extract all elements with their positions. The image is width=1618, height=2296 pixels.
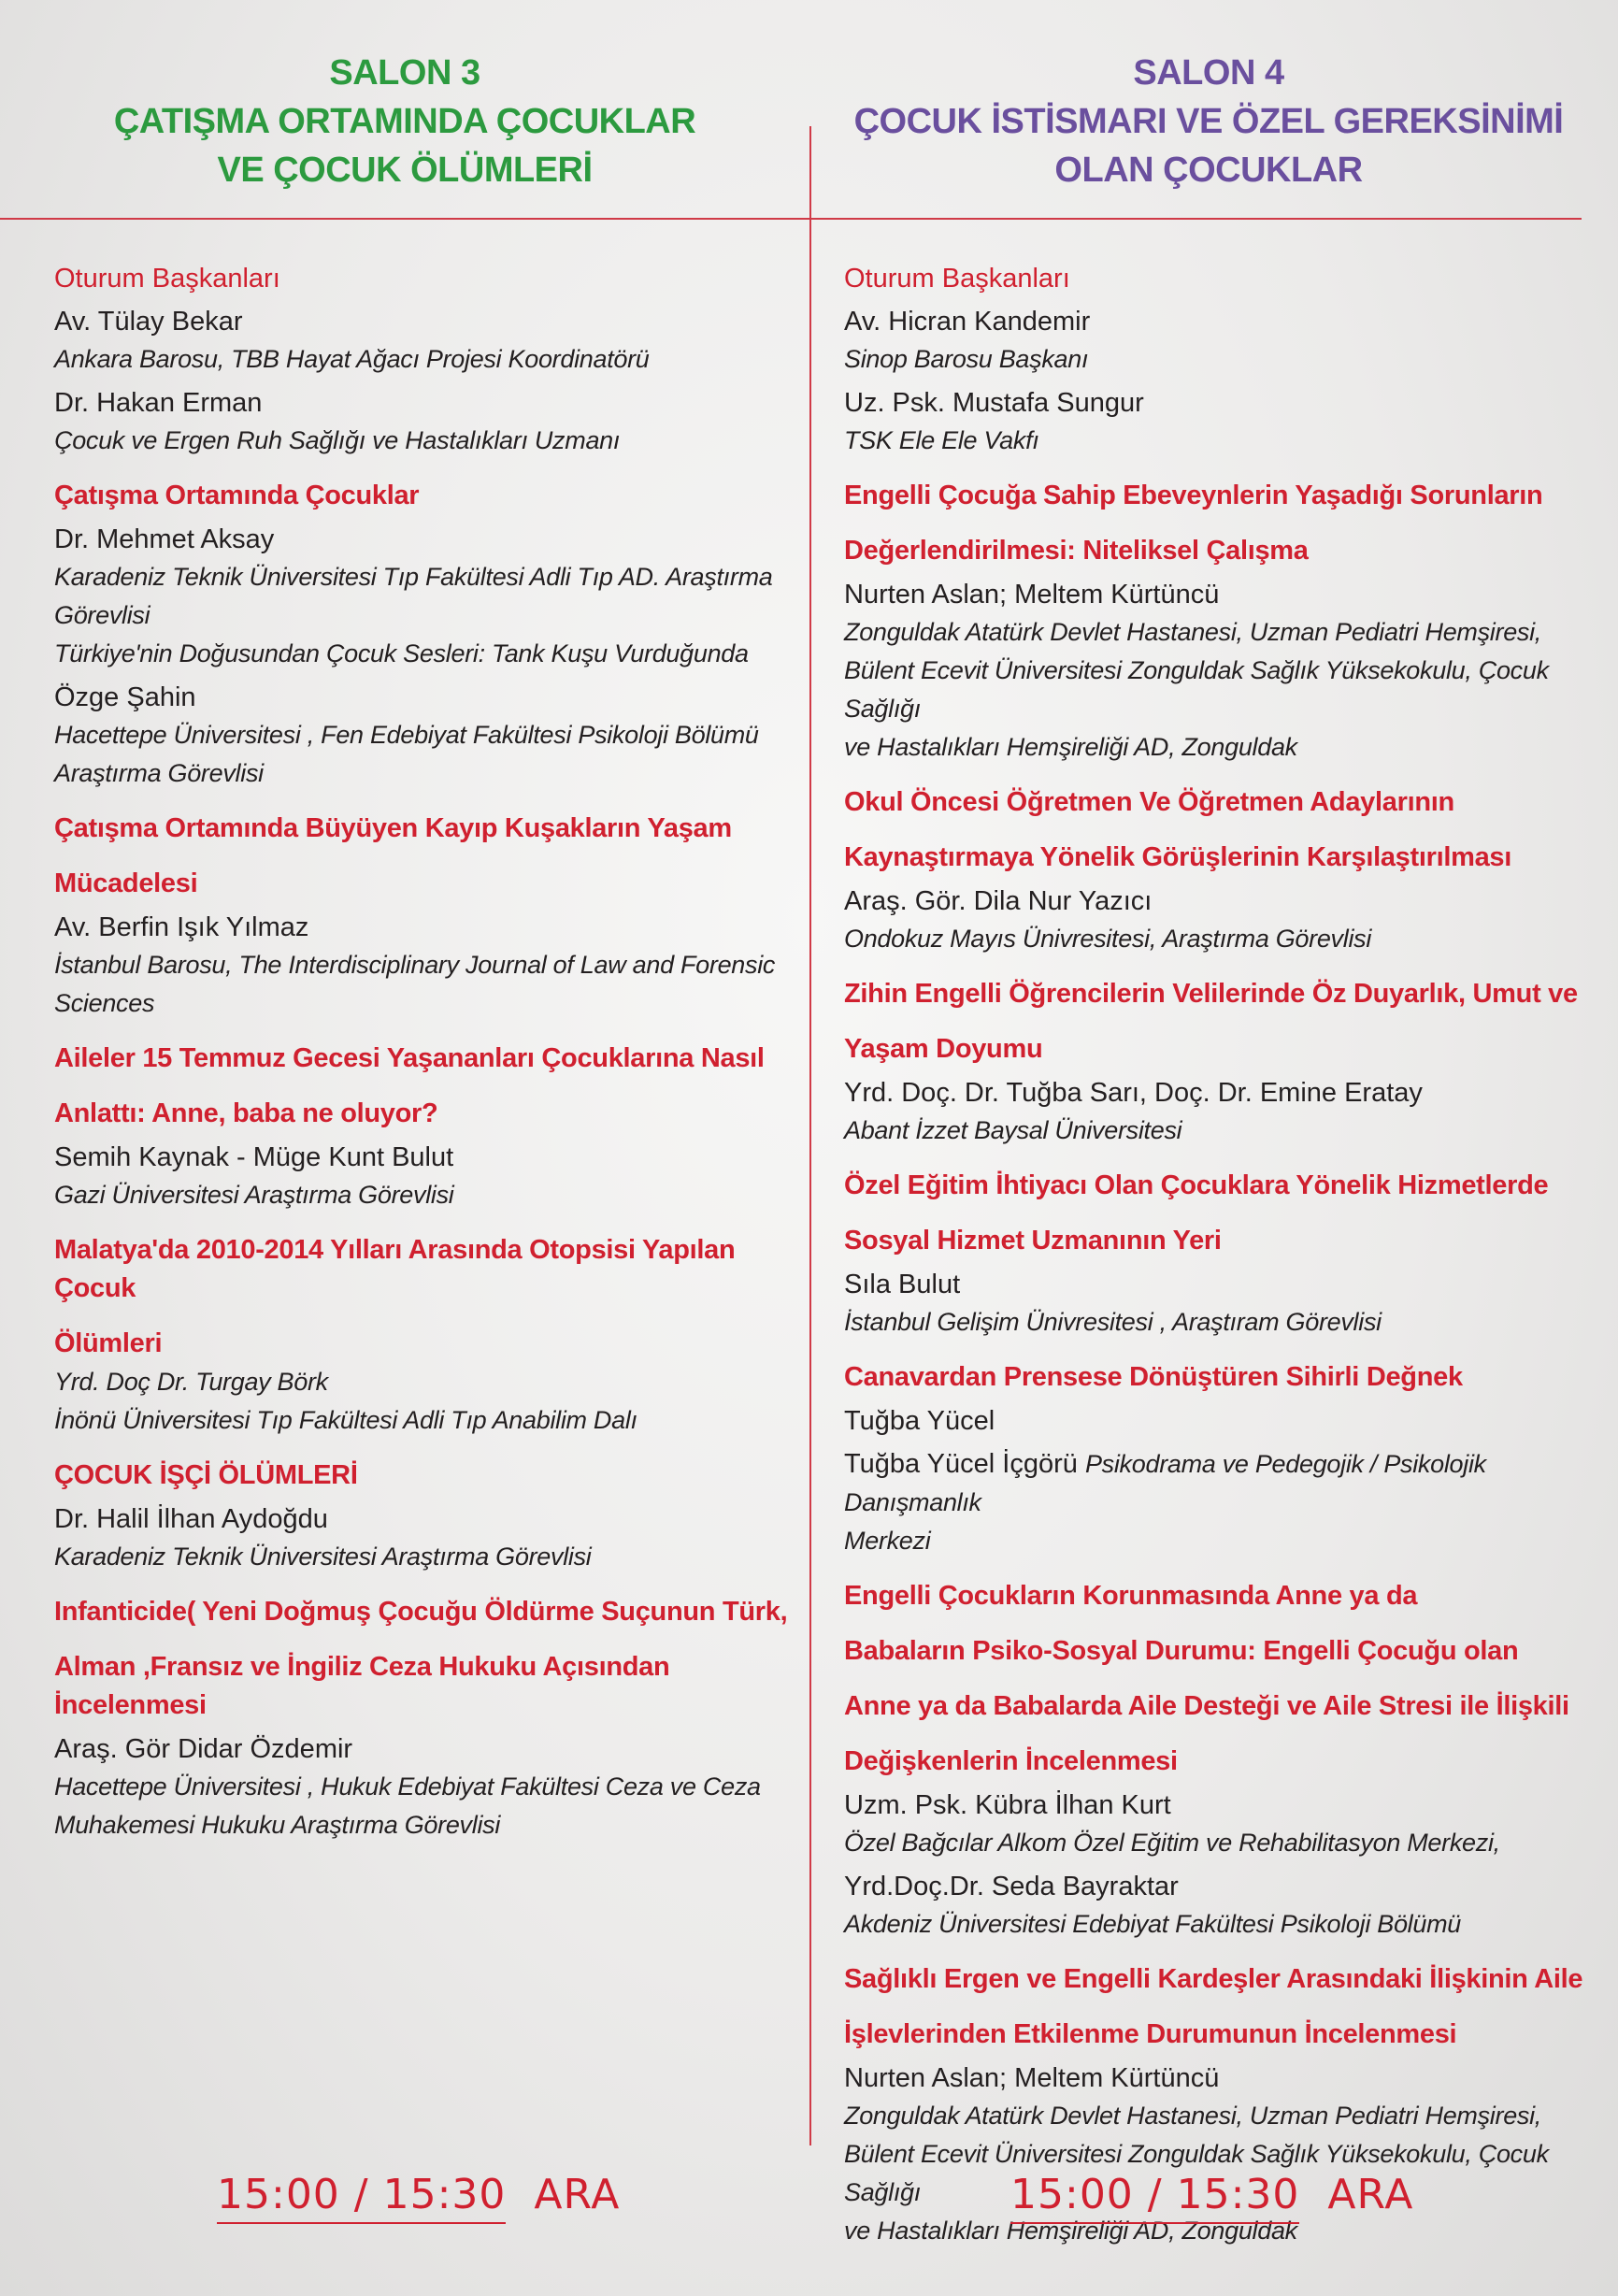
speaker-name-text: Araş. Gör Didar Özdemir	[54, 1734, 353, 1764]
speaker-affiliation: ve Hastalıkları Hemşireliği AD, Zonguldak	[844, 733, 1297, 761]
break-time: 15:00 / 15:30	[217, 2171, 506, 2224]
talk	[844, 1167, 1592, 1342]
speaker-affiliation: Zonguldak Atatürk Devlet Hastanesi, Uzman Pediatri Hemşiresi,	[844, 618, 1542, 646]
talk-title: Sağlıklı Ergen ve Engelli Kardeşler Arasındaki İlişkinin Aile	[844, 1964, 1583, 1994]
speaker-name-text: Sıla Bulut	[844, 1270, 961, 1299]
talk-title: Kaynaştırmaya Yönelik Görüşlerinin Karşılaştırılması	[844, 842, 1512, 872]
talk	[844, 1577, 1592, 1944]
speaker-name-text: Av. Berfin Işık Yılmaz	[54, 912, 309, 942]
speaker-name-text: Özge Şahin	[54, 682, 196, 712]
speaker-name-text: Yrd.Doç.Dr. Seda Bayraktar	[844, 1872, 1179, 1901]
talk-title: Özel Eğitim İhtiyacı Olan Çocuklara Yönelik Hizmetlerde	[844, 1170, 1549, 1200]
speaker-name-text: Tuğba Yücel İçgörü	[844, 1449, 1078, 1479]
salon-3-title-line-1: ÇATIŞMA ORTAMINDA ÇOCUKLAR	[113, 102, 696, 141]
talk	[54, 1040, 793, 1214]
speaker-affiliation: Hacettepe Üniversitesi , Hukuk Edebiyat Fakültesi Ceza ve Ceza	[54, 1772, 761, 1801]
speaker-name-text: Dr. Halil İlhan Aydoğdu	[54, 1504, 328, 1534]
chair-affiliation: TSK Ele Ele Vakfı	[844, 426, 1039, 454]
speaker-name	[844, 1074, 1592, 1112]
salon-3-header	[0, 49, 809, 194]
speaker-affiliation: Zonguldak Atatürk Devlet Hastanesi, Uzman Pediatri Hemşiresi,	[844, 2102, 1542, 2130]
speaker-affiliation: Hacettepe Üniversitesi , Fen Edebiyat Fakültesi Psikoloji Bölümü	[54, 721, 759, 749]
speaker-name	[844, 883, 1592, 920]
chair-affiliation: Ankara Barosu, TBB Hayat Ağacı Projesi Koordinatörü	[54, 345, 650, 373]
chair-name: Dr. Hakan Erman	[54, 388, 263, 418]
talk-title: Mücadelesi	[54, 868, 198, 898]
salon-3-program	[54, 260, 793, 1848]
talk-title: Değişkenlerin İncelenmesi	[844, 1746, 1178, 1776]
speaker-name	[54, 521, 793, 558]
talk-title: Engelli Çocuğa Sahip Ebeveynlerin Yaşadığı Sorunların	[844, 481, 1543, 510]
speaker-affiliation: Sciences	[54, 989, 155, 1017]
talk-title: Çatışma Ortamında Büyüyen Kayıp Kuşakların Yaşam	[54, 813, 732, 843]
salon-4-program	[844, 260, 1592, 2254]
speaker-name-text: Nurten Aslan; Meltem Kürtüncü	[844, 580, 1220, 610]
session-chair	[844, 384, 1592, 460]
chair-affiliation: Sinop Barosu Başkanı	[844, 345, 1089, 373]
talk-title: Zihin Engelli Öğrencilerin Velilerinde Öz Duyarlık, Umut ve	[844, 979, 1578, 1009]
talk	[844, 1358, 1592, 1560]
speaker-affiliation: İstanbul Barosu, The Interdisciplinary Journal of Law and Forensic	[54, 951, 776, 979]
salon-4-title-line-1: ÇOCUK İSTİSMARI VE ÖZEL GEREKSİNİMİ	[853, 102, 1564, 141]
salon-4-header	[811, 49, 1606, 194]
session-chairs-label: Oturum Başkanları	[844, 264, 1070, 294]
speaker-affiliation: Abant İzzet Baysal Üniversitesi	[844, 1116, 1182, 1144]
speaker-affiliation: Gazi Üniversitesi Araştırma Görevlisi	[54, 1181, 454, 1209]
talk	[54, 810, 793, 1023]
talk-title: Anne ya da Babalarda Aile Desteği ve Aile Stresi ile İlişkili	[844, 1691, 1569, 1721]
talk	[54, 1593, 793, 1844]
talk-title: Anlattı: Anne, baba ne oluyor?	[54, 1098, 438, 1128]
speaker-affiliation: Karadeniz Teknik Üniversitesi Araştırma Görevlisi	[54, 1543, 592, 1571]
session-chairs-label: Oturum Başkanları	[54, 264, 280, 294]
speaker-affiliation: İnönü Üniversitesi Tıp Fakültesi Adli Tıp Anabilim Dalı	[54, 1406, 637, 1434]
header-rule-right	[811, 218, 1582, 220]
speaker-name-text: Yrd. Doç. Dr. Tuğba Sarı, Doç. Dr. Emine Eratay	[844, 1078, 1423, 1108]
speaker-name-text: Nurten Aslan; Meltem Kürtüncü	[844, 2063, 1220, 2093]
salon-3-break	[217, 2171, 620, 2218]
talk-title: Yaşam Doyumu	[844, 1034, 1043, 1064]
session-chair	[844, 303, 1592, 379]
talk-title: Canavardan Prensese Dönüştüren Sihirli Değnek	[844, 1362, 1463, 1392]
talk-title: Aileler 15 Temmuz Gecesi Yaşananları Çocuklarına Nasıl	[54, 1043, 765, 1073]
talk-title: Babaların Psiko-Sosyal Durumu: Engelli Çocuğu olan	[844, 1636, 1519, 1666]
talk	[844, 783, 1592, 958]
speaker-affiliation: Özel Bağcılar Alkom Özel Eğitim ve Rehabilitasyon Merkezi,	[844, 1829, 1500, 1857]
talk	[844, 975, 1592, 1150]
speaker-name	[844, 1266, 1592, 1303]
speaker-affiliation: Bülent Ecevit Üniversitesi Zonguldak Sağlık Yüksekokulu, Çocuk Sağlığı	[844, 656, 1549, 723]
speaker-name	[844, 576, 1592, 613]
column-divider	[809, 126, 811, 2145]
speaker-name-text: Araş. Gör. Dila Nur Yazıcı	[844, 886, 1153, 916]
break-label: ARA	[1327, 2171, 1414, 2218]
speaker-name-text: Tuğba Yücel	[844, 1406, 995, 1436]
talk-title: Ölümleri	[54, 1328, 163, 1358]
salon-4-label: SALON 4	[1133, 53, 1284, 93]
break-label: ARA	[534, 2171, 621, 2218]
talk-title: İşlevlerinden Etkilenme Durumunun İncelenmesi	[844, 2019, 1457, 2049]
talk-title: Alman ,Fransız ve İngiliz Ceza Hukuku Açısından İncelenmesi	[54, 1652, 670, 1720]
speaker-name	[54, 1500, 793, 1538]
talk-title: Infanticide( Yeni Doğmuş Çocuğu Öldürme Suçunun Türk,	[54, 1597, 788, 1627]
session-chair	[54, 384, 793, 460]
talk-title: Malatya'da 2010-2014 Yılları Arasında Otopsisi Yapılan Çocuk	[54, 1235, 736, 1303]
speaker-affiliation: Yrd. Doç Dr. Turgay Börk	[54, 1368, 328, 1396]
speaker-affiliation: Türkiye'nin Doğusundan Çocuk Sesleri: Tank Kuşu Vurduğunda	[54, 639, 749, 667]
speaker-affiliation: ve Hastalıkları Hemşireliği AD, Zonguldak	[844, 2217, 1297, 2245]
speaker-name	[54, 1730, 793, 1768]
speaker-name	[54, 909, 793, 946]
speaker-affiliation: Akdeniz Üniversitesi Edebiyat Fakültesi Psikoloji Bölümü	[844, 1910, 1461, 1938]
speaker-affiliation: Araştırma Görevlisi	[54, 759, 264, 787]
chair-name: Av. Hicran Kandemir	[844, 307, 1091, 337]
speaker-name	[844, 2059, 1592, 2097]
header-rule-left	[0, 218, 809, 220]
chair-affiliation: Çocuk ve Ergen Ruh Sağlığı ve Hastalıkları Uzmanı	[54, 426, 621, 454]
talk	[54, 1231, 793, 1440]
talk-title: Engelli Çocukların Korunmasında Anne ya da	[844, 1581, 1418, 1611]
chair-name: Av. Tülay Bekar	[54, 307, 243, 337]
break-time: 15:00 / 15:30	[1010, 2171, 1299, 2224]
salon-3-label: SALON 3	[329, 53, 480, 93]
salon-4-break	[1010, 2171, 1413, 2218]
speaker-name	[844, 1787, 1592, 1824]
talk-title: Sosyal Hizmet Uzmanının Yeri	[844, 1226, 1222, 1256]
talk-title: Değerlendirilmesi: Niteliksel Çalışma	[844, 536, 1309, 566]
speaker-affiliation: Bülent Ecevit Üniversitesi Zonguldak Sağlık Yüksekokulu, Çocuk Sağlığı	[844, 2140, 1549, 2206]
talk	[54, 1457, 793, 1576]
salon-4-title-line-2: OLAN ÇOCUKLAR	[1054, 151, 1363, 190]
speaker-affiliation: İstanbul Gelişim Ünivresitesi , Araştıram Görevlisi	[844, 1308, 1382, 1336]
speaker-affiliation: Ondokuz Mayıs Ünivresitesi, Araştırma Görevlisi	[844, 925, 1372, 953]
speaker-affiliation: Psikodrama ve Pedegojik / Psikolojik Danışmanlık	[844, 1450, 1486, 1516]
speaker-name	[844, 1868, 1592, 1905]
talk-title: Çatışma Ortamında Çocuklar	[54, 481, 420, 510]
speaker-name	[844, 1445, 1592, 1522]
chair-name: Uz. Psk. Mustafa Sungur	[844, 388, 1144, 418]
speaker-name	[54, 1139, 793, 1176]
talk	[844, 477, 1592, 767]
speaker-affiliation: Görevlisi	[54, 601, 150, 629]
speaker-name-text: Dr. Mehmet Aksay	[54, 524, 275, 554]
speaker-affiliation: Karadeniz Teknik Üniversitesi Tıp Fakültesi Adli Tıp AD. Araştırma	[54, 563, 773, 591]
speaker-name	[54, 679, 793, 716]
talk-title: ÇOCUK İŞÇİ ÖLÜMLERİ	[54, 1460, 358, 1490]
speaker-affiliation: Muhakemesi Hukuku Araştırma Görevlisi	[54, 1811, 501, 1839]
speaker-name-text: Semih Kaynak - Müge Kunt Bulut	[54, 1142, 454, 1172]
speaker-affiliation: Merkezi	[844, 1527, 931, 1555]
talk-title: Okul Öncesi Öğretmen Ve Öğretmen Adaylarının	[844, 787, 1454, 817]
session-chair	[54, 303, 793, 379]
salon-3-title-line-2: VE ÇOCUK ÖLÜMLERİ	[217, 151, 593, 190]
speaker-name	[844, 1402, 1592, 1440]
speaker-name-text: Uzm. Psk. Kübra İlhan Kurt	[844, 1790, 1171, 1820]
talk	[54, 477, 793, 793]
